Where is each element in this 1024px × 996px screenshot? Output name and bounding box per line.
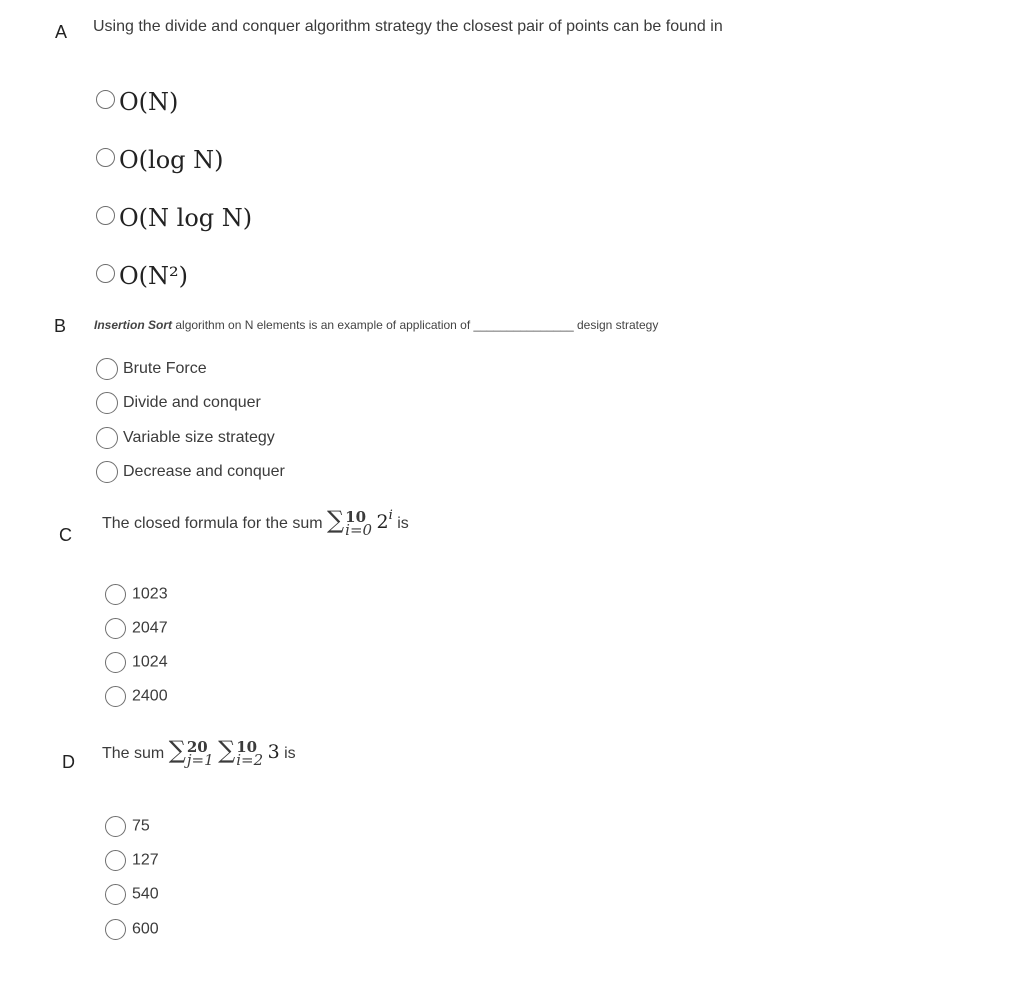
sum-lower: j=1 bbox=[186, 750, 214, 769]
question-a-option-3[interactable] bbox=[96, 204, 252, 233]
question-d-text bbox=[102, 738, 296, 767]
sigma-symbol: ∑ bbox=[168, 736, 186, 764]
question-d-option-3[interactable] bbox=[105, 884, 159, 905]
question-b-option-2[interactable] bbox=[96, 392, 261, 414]
question-d-option-1[interactable] bbox=[105, 816, 150, 837]
radio-button[interactable] bbox=[105, 584, 126, 605]
question-b-option-1[interactable] bbox=[96, 358, 207, 380]
question-c-option-4[interactable] bbox=[105, 686, 168, 707]
sum-upper: 20 bbox=[186, 737, 208, 756]
radio-button[interactable] bbox=[96, 148, 115, 167]
question-d-prefix: The sum bbox=[102, 745, 165, 762]
radio-button[interactable] bbox=[105, 618, 126, 639]
option-label: O(N) bbox=[119, 88, 179, 116]
option-label: 540 bbox=[132, 885, 159, 903]
sum-lower: i=2 bbox=[236, 750, 264, 769]
radio-button[interactable] bbox=[96, 358, 118, 380]
option-label: 2400 bbox=[132, 687, 168, 705]
option-label: O(N log N) bbox=[119, 204, 253, 232]
radio-button[interactable] bbox=[105, 850, 126, 871]
question-b-text bbox=[94, 313, 658, 337]
option-label: 1024 bbox=[132, 653, 168, 671]
option-label: 1023 bbox=[132, 585, 168, 603]
question-a-option-1[interactable] bbox=[96, 88, 178, 117]
radio-button[interactable] bbox=[96, 427, 118, 449]
radio-button[interactable] bbox=[96, 90, 115, 109]
radio-button[interactable] bbox=[105, 816, 126, 837]
question-c-text bbox=[102, 508, 409, 537]
option-label: Brute Force bbox=[123, 360, 207, 378]
question-b-letter: B bbox=[54, 316, 67, 336]
question-b-option-3[interactable] bbox=[96, 427, 275, 449]
question-c-letter: C bbox=[59, 525, 72, 545]
radio-button[interactable] bbox=[96, 206, 115, 225]
question-b-option-4[interactable] bbox=[96, 461, 285, 483]
question-a-option-4[interactable] bbox=[96, 262, 188, 291]
option-label: 2047 bbox=[132, 619, 168, 637]
term: 3 bbox=[267, 741, 280, 763]
option-label: Divide and conquer bbox=[123, 394, 261, 412]
option-label: Decrease and conquer bbox=[123, 463, 285, 481]
sigma-symbol: ∑ bbox=[327, 506, 345, 534]
term-base: 2 bbox=[376, 511, 389, 533]
sum-limits bbox=[236, 737, 264, 769]
option-label: 600 bbox=[132, 920, 159, 938]
question-a-text: Using the divide and conquer algorithm strategy the closest pair of points can be found in bbox=[93, 18, 723, 35]
sum-upper: 10 bbox=[345, 507, 367, 526]
question-c-option-2[interactable] bbox=[105, 618, 168, 639]
question-a-option-2[interactable] bbox=[96, 146, 224, 175]
question-c-prefix: The closed formula for the sum bbox=[102, 515, 323, 532]
sum-lower: i=0 bbox=[345, 520, 373, 539]
option-label: O(N²) bbox=[119, 262, 189, 290]
option-label: Variable size strategy bbox=[123, 429, 275, 447]
option-label: 75 bbox=[132, 817, 150, 835]
question-d-option-4[interactable] bbox=[105, 919, 159, 940]
question-b-bold-term: Insertion Sort bbox=[94, 318, 173, 332]
option-label: 127 bbox=[132, 851, 159, 869]
radio-button[interactable] bbox=[96, 264, 115, 283]
question-c-suffix: is bbox=[397, 515, 409, 532]
sum-limits bbox=[186, 737, 214, 769]
option-label: O(log N) bbox=[119, 146, 224, 174]
question-d-suffix: is bbox=[284, 745, 296, 762]
question-b-text-end: design strategy bbox=[573, 318, 659, 332]
question-b-blank: _______________ bbox=[473, 318, 574, 332]
sum-upper: 10 bbox=[236, 737, 258, 756]
question-b-text-mid: algorithm on N elements is an example of application of bbox=[172, 318, 471, 332]
sigma-symbol: ∑ bbox=[218, 736, 236, 764]
radio-button[interactable] bbox=[105, 652, 126, 673]
radio-button[interactable] bbox=[96, 392, 118, 414]
question-a-letter: A bbox=[55, 22, 68, 42]
question-c-option-1[interactable] bbox=[105, 584, 168, 605]
term-exponent: i bbox=[388, 508, 393, 523]
radio-button[interactable] bbox=[96, 461, 118, 483]
sum-limits bbox=[345, 507, 373, 539]
radio-button[interactable] bbox=[105, 919, 126, 940]
radio-button[interactable] bbox=[105, 686, 126, 707]
question-d-option-2[interactable] bbox=[105, 850, 159, 871]
question-d-letter: D bbox=[62, 752, 75, 772]
question-c-option-3[interactable] bbox=[105, 652, 168, 673]
radio-button[interactable] bbox=[105, 884, 126, 905]
